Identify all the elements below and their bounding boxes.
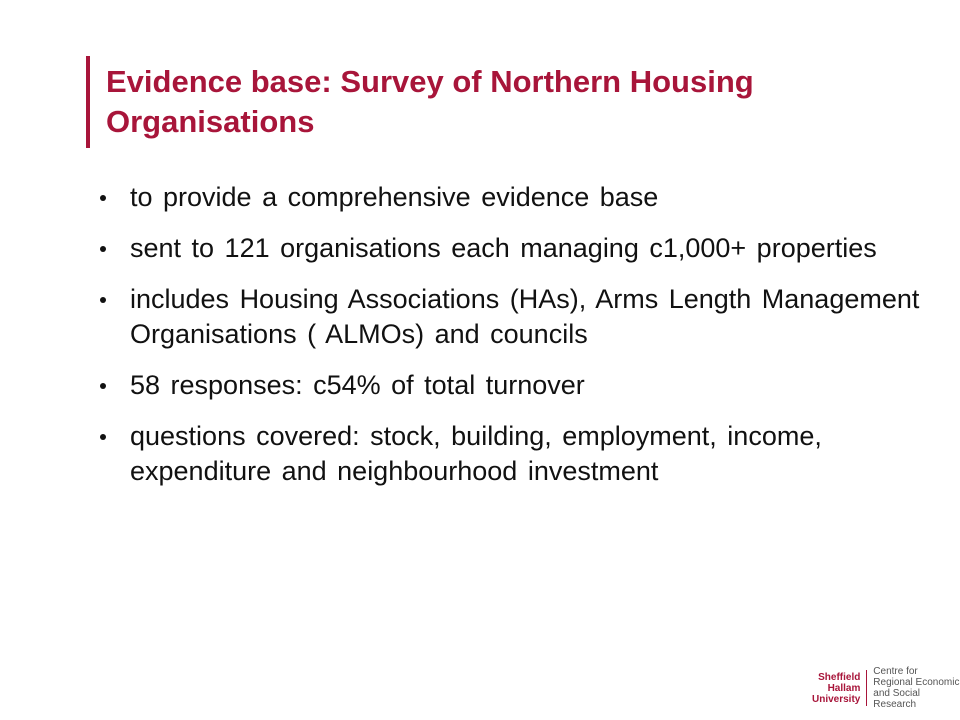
centre-name-line: Centre for xyxy=(873,666,918,677)
centre-name-line: and Social Research xyxy=(873,688,920,710)
bullet-item xyxy=(100,368,940,403)
bullet-text: 58 responses: c54% of total turnover xyxy=(130,370,585,400)
bullet-icon xyxy=(100,383,106,389)
university-name-line: Hallam xyxy=(827,682,861,694)
centre-name xyxy=(873,666,960,710)
university-name xyxy=(812,672,864,705)
university-name-line: Sheffield xyxy=(818,671,861,683)
bullet-list xyxy=(100,180,940,505)
bullet-text: includes Housing Associations (HAs), Arms Length Management Organisations ( ALMOs) and councils xyxy=(130,284,920,349)
title-accent-bar xyxy=(86,56,90,148)
bullet-icon xyxy=(100,434,106,440)
bullet-item xyxy=(100,419,940,489)
slide-title: Evidence base: Survey of Northern Housing Organisations xyxy=(106,64,754,139)
university-name-line: University xyxy=(812,693,861,705)
bullet-icon xyxy=(100,297,106,303)
bullet-text: to provide a comprehensive evidence base xyxy=(130,182,659,212)
bullet-icon xyxy=(100,246,106,252)
logo-divider xyxy=(866,670,867,706)
bullet-icon xyxy=(100,195,106,201)
centre-name-line: Regional Economic xyxy=(873,677,960,688)
bullet-item xyxy=(100,180,940,215)
bullet-text: questions covered: stock, building, employment, income, expenditure and neighbourhood investment xyxy=(130,421,822,486)
bullet-text: sent to 121 organisations each managing c1,000+ properties xyxy=(130,233,877,263)
university-logo xyxy=(812,666,960,710)
bullet-item xyxy=(100,231,940,266)
bullet-item xyxy=(100,282,940,352)
